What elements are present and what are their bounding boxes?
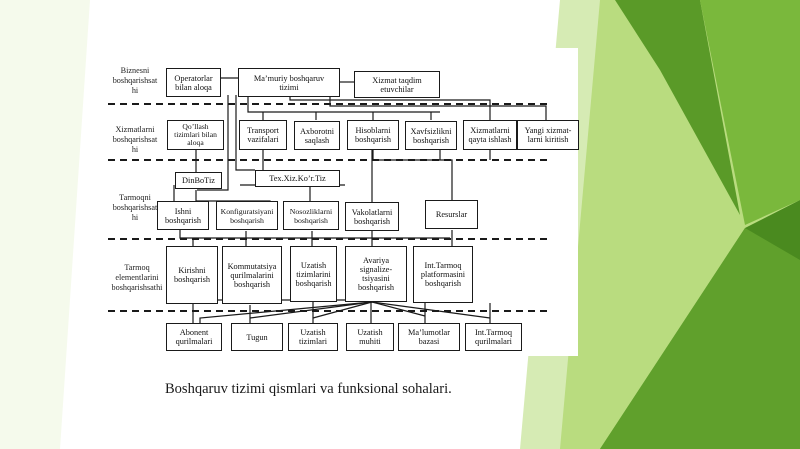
box-transmission-mgmt: Uzatish tizimlarini boshqarish — [290, 246, 337, 302]
box-user-systems: Qo’llash tizimlari bilan aloqa — [167, 120, 224, 150]
level-label-service: Xizmatlarni boshqarishsat hi — [112, 125, 158, 154]
box-node: Tugun — [231, 323, 283, 351]
box-transport-tasks: Transport vazifalari — [239, 120, 287, 150]
box-resources: Resurslar — [425, 200, 478, 229]
box-transmission-systems: Uzatish tizimlari — [288, 323, 338, 351]
box-transmission-medium: Uzatish muhiti — [346, 323, 394, 351]
box-database: Ma’lumotlar bazasi — [398, 323, 460, 351]
level-label-elements: Tarmoq elementlarini boshqarishsathi — [111, 263, 163, 292]
box-security-mgmt: Xavfsizlikni boshqarish — [405, 121, 457, 150]
box-service-providers: Xizmat taqdim etuvchilar — [354, 71, 440, 98]
box-alarm-mgmt: Avariya signalize- tsiyasini boshqarish — [345, 246, 407, 302]
box-new-service: Yangi xizmat- larni kiritish — [517, 120, 579, 150]
box-authority-mgmt: Vakolatlarni boshqarish — [345, 202, 399, 231]
box-int-network-devices: Int.Tarmoq qurilmalari — [465, 323, 522, 351]
box-service-restart: Xizmatlarni qayta ishlash — [463, 120, 517, 150]
box-accounts-mgmt: Hisoblarni boshqarish — [347, 120, 399, 150]
box-dinbotiz: DinBoTiz — [175, 172, 222, 189]
box-fault-mgmt: Nosozliklarni boshqarish — [283, 201, 339, 230]
box-switching-mgmt: Kommutatsiya qurilmalarini boshqarish — [222, 246, 282, 304]
box-access-mgmt: Kirishni boshqarish — [166, 246, 218, 304]
box-operator-contact: Operatorlar bilan aloqa — [166, 68, 221, 97]
box-subscriber-devices: Abonent qurilmalari — [166, 323, 222, 351]
slide-caption: Boshqaruv tizimi qismlari va funksional sohalari. — [165, 381, 452, 397]
box-info-storage: Axborotni saqlash — [294, 121, 340, 150]
level-label-business: Biznesni boshqarishsat hi — [112, 66, 158, 95]
box-admin-system: Ma’muriy boshqaruv tizimi — [238, 68, 340, 97]
box-work-mgmt: Ishni boshqarish — [157, 201, 209, 230]
box-platform-mgmt: Int.Tarmoq platformasini boshqarish — [413, 246, 473, 303]
level-label-network: Tarmoqni boshqarishsat hi — [112, 193, 158, 222]
box-config-mgmt: Konfiguratsiyani boshqarish — [216, 201, 278, 230]
box-tex-xiz: Tex.Xiz.Ko’r.Tiz — [255, 170, 340, 187]
